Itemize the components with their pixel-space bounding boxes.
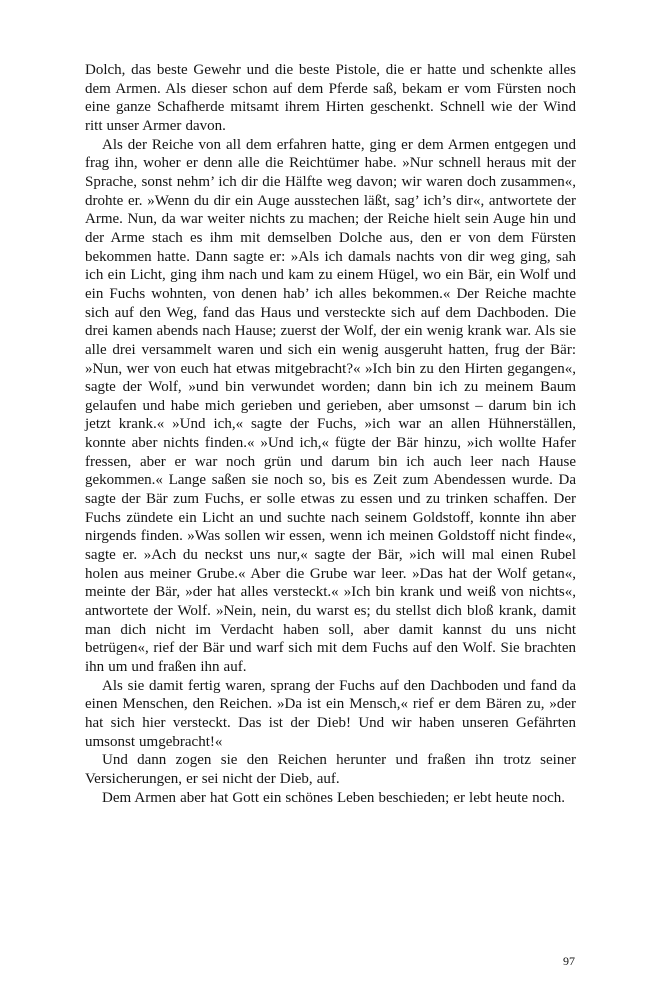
paragraph: Dem Armen aber hat Gott ein schönes Leben beschieden; er lebt heute noch.	[102, 789, 566, 806]
paragraph: Und dann zogen sie den Reichen herunter und fraßen ihn trotz seiner Versicherungen, er sei nicht der Dieb, auf.	[85, 752, 576, 787]
paragraph-continuation: Dolch, das beste Gewehr und die beste Pistole, die er hatte und schenkte alles dem Armen. Als dieser schon auf dem Pferde saß, bekam er vom Fürsten noch eine ganze Schafherde mitsamt ihrem Hirten geschenkt. Schnell wie der Wind ritt unser Armer davon.	[85, 62, 576, 134]
page-number: 97	[563, 954, 575, 968]
text-block	[85, 61, 576, 807]
paragraph: Als der Reiche von all dem erfahren hatte, ging er dem Armen entgegen und frag ihn, woher er denn alle die Reichtümer habe. »Nur schnell heraus mit der Sprache, sonst nehm’ ich dir die Hälfte weg davon; wir waren doch zusammen«, drohte er. »Wenn du dir ein Auge ausstechen läßt, sag’ ich’s dir«, antwortete der Arme. Nun, da war weiter nichts zu machen; der Reiche hielt sein Auge hin und der Arme stach es ihm mit demselben Dolche aus, den er von dem Fürsten bekommen hatte. Dann sagte er: »Als ich damals nachts von dir weg ging, sah ich ein Licht, ging ihm nach und kam zu einem Hügel, wo ein Bär, ein Wolf und ein Fuchs wohnten, von denen hab’ ich alles bekommen.« Der Reiche machte sich auf den Weg, fand das Haus und versteckte sich auf dem Dachboden. Die drei kamen abends nach Hause; zuerst der Wolf, der ein wenig krank war. Als sie alle drei versammelt waren und sich ein wenig ausgeruht hatten, frug der Bär: »Nun, wer von euch hat etwas mitgebracht?« »Ich bin zu den Hirten gegangen«, sagte der Wolf, »und bin verwundet worden; dann bin ich zu meinem Baum gelaufen und habe mich gerieben und gerieben, aber umsonst – darum bin ich jetzt krank.« »Und ich,« sagte der Fuchs, »ich war an allen Hühnerställen, konnte aber nichts finden.« »Und ich,« fügte der Bär hinzu, »ich wollte Hafer fressen, aber er war noch grün und darum bin ich auch leer nach Hause gekommen.« Lange saßen sie noch so, bis es Zeit zum Abendessen wurde. Da sagte der Bär zum Fuchs, er solle etwas zu essen und zu trinken schaffen. Der Fuchs zündete ein Licht an und suchte nach seinem Goldstoff, konnte ihn aber nirgends finden. »Was sollen wir essen, wenn ich meinen Goldstoff nicht finde«, sagte er. »Ach du neckst uns nur,« sagte der Bär, »ich will mal einen Rubel holen aus meiner Grube.« Aber die Grube war leer. »Das hat der Wolf getan«, meinte der Bär, »der hat alles versteckt.« »Ich bin krank und weiß von nichts«, antwortete der Wolf. »Nein, nein, du warst es; du stellst dich bloß krank, damit man dich nicht im Verdacht haben soll, aber damit kannst du uns nicht betrügen«, rief der Bär und warf sich mit dem Fuchs auf den Wolf. Sie brachten ihn um und fraßen ihn auf.	[85, 136, 576, 675]
paragraph: Als sie damit fertig waren, sprang der Fuchs auf den Dachboden und fand da einen Menschen, den Reichen. »Da ist ein Mensch,« rief er dem Bären zu, »der hat sich hier versteckt. Das ist der Dieb! Und wir haben unseren Gefährten umsonst umgebracht!«	[85, 677, 576, 750]
